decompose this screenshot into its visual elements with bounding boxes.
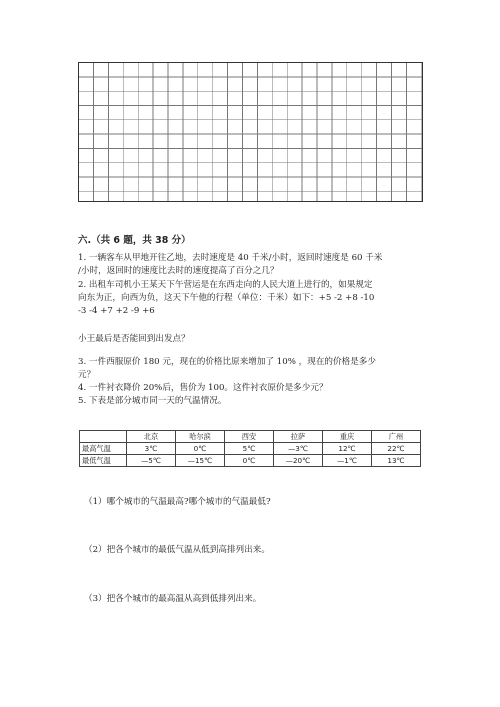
problem-4: 4. 一件衬衣降价 20%后，售价为 100。这件衬衣原价是多少元？ <box>78 383 328 393</box>
table-cell: 最高气温 <box>80 443 127 455</box>
table-row <box>80 455 421 467</box>
problem-2-line-3: -3 -4 +7 +2 -9 +6 <box>78 306 155 316</box>
table-cell: —5℃ <box>127 455 176 467</box>
table-cell: 5℃ <box>225 443 274 455</box>
table-cell: —15℃ <box>176 455 225 467</box>
problem-1-line-2: /小时，返回时的速度比去时的速度提高了百分之几？ <box>78 266 279 276</box>
table-header-cell: 拉萨 <box>274 431 323 443</box>
problem-2-question: 小王最后是否能回到出发点？ <box>78 334 190 344</box>
table-cell: 最低气温 <box>80 455 127 467</box>
table-header-cell: 哈尔滨 <box>176 431 225 443</box>
table-row <box>80 443 421 455</box>
table-cell: 22℃ <box>372 443 421 455</box>
problem-2-line-2: 向东为正，向西为负，这天下午他的行程（单位：千米）如下：+5 -2 +8 -10 <box>78 293 375 303</box>
table-cell: 13℃ <box>372 455 421 467</box>
table-cell: 0℃ <box>225 455 274 467</box>
sub-question-3: （3）把各个城市的最高温从高到低排列出来。 <box>84 594 262 604</box>
table-header-cell: 广州 <box>372 431 421 443</box>
table-cell: —1℃ <box>323 455 372 467</box>
table-header-cell: 西安 <box>225 431 274 443</box>
problem-1-line-1: 1. 一辆客车从甲地开往乙地，去时速度是 40 千米/小时，返回时速度是 60 千米 <box>78 253 383 263</box>
section-heading: 六.（共 6 题，共 38 分） <box>78 235 191 246</box>
problem-3-line-2: 元？ <box>78 370 96 380</box>
problem-3-line-1: 3. 一件西服原价 180 元，现在的价格比原来增加了 10% ，现在的价格是多少 <box>78 357 376 367</box>
table-header-row <box>80 431 421 443</box>
temperature-table <box>79 430 421 467</box>
table-header-cell: 北京 <box>127 431 176 443</box>
table-header-cell: 重庆 <box>323 431 372 443</box>
problem-5: 5. 下表是部分城市同一天的气温情况。 <box>78 396 227 406</box>
table-cell: —3℃ <box>274 443 323 455</box>
problem-2-line-1: 2. 出租车司机小王某天下午营运是在东西走向的人民大道上进行的，如果规定 <box>78 280 373 290</box>
sub-question-1: （1）哪个城市的气温最高?哪个城市的气温最低? <box>84 497 271 507</box>
table-cell: 0℃ <box>176 443 225 455</box>
table-header-cell <box>80 431 127 443</box>
writing-grid <box>78 62 423 202</box>
table-cell: —20℃ <box>274 455 323 467</box>
table-cell: 3℃ <box>127 443 176 455</box>
table-cell: 12℃ <box>323 443 372 455</box>
sub-question-2: （2）把各个城市的最低气温从低到高排列出来。 <box>84 545 270 555</box>
